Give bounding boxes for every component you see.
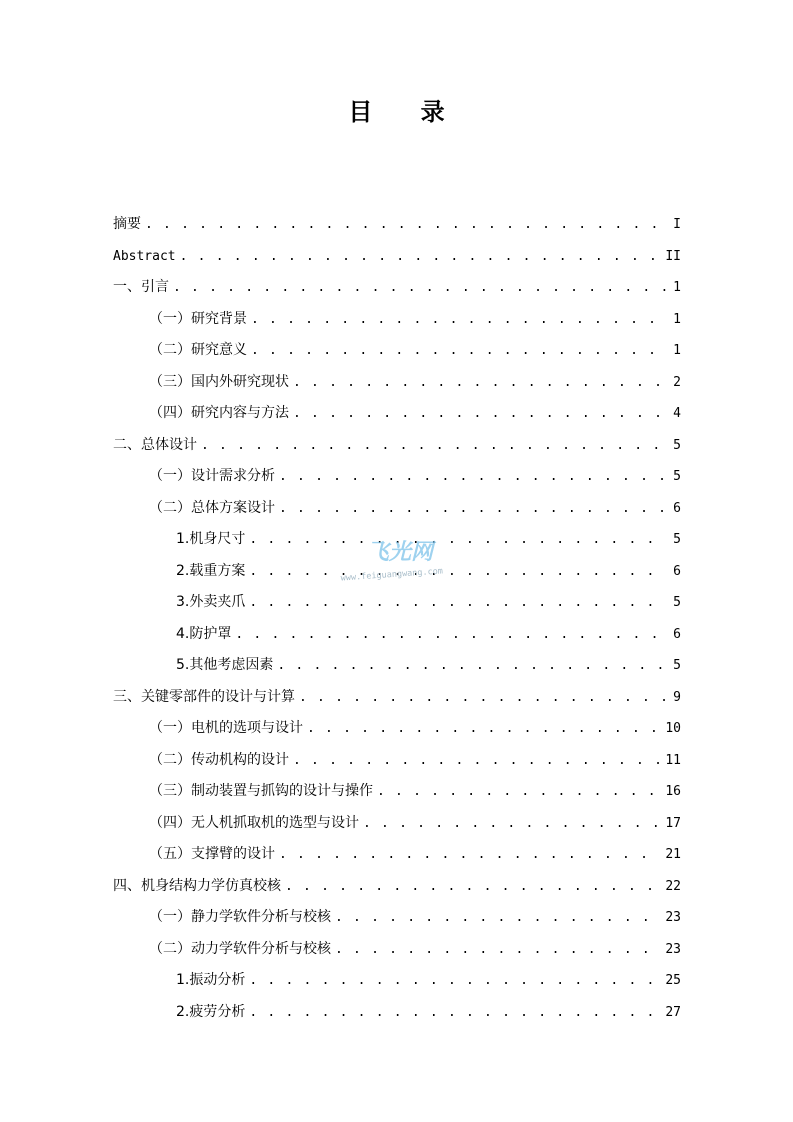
toc-entry[interactable]	[113, 272, 681, 304]
toc-entry[interactable]	[113, 839, 681, 871]
toc-entry-label: （一）研究背景	[149, 310, 247, 327]
toc-entry-page-number: 5	[673, 658, 681, 673]
toc-entry-page-number: 6	[673, 626, 681, 642]
toc-entry[interactable]	[113, 241, 681, 273]
toc-leader-dots	[293, 367, 667, 399]
toc-leader-dots	[173, 272, 667, 304]
toc-entry-page-number: 23	[665, 941, 681, 957]
toc-entry-label: 二、总体设计	[113, 436, 197, 453]
toc-entry-page-number: 22	[665, 878, 681, 894]
toc-entry-page-number: 23	[665, 910, 681, 925]
toc-leader-dots	[180, 241, 662, 273]
toc-leader-dots	[249, 556, 667, 588]
toc-leader-dots	[249, 997, 661, 1029]
toc-leader-dots	[251, 335, 667, 367]
toc-entry-page-number: 4	[673, 406, 681, 421]
toc-leader-dots	[335, 902, 661, 934]
toc-entry[interactable]	[113, 997, 681, 1029]
toc-entry[interactable]	[113, 367, 681, 399]
toc-leader-dots	[279, 461, 667, 493]
toc-leader-dots	[293, 745, 661, 777]
toc-entry[interactable]	[113, 335, 681, 367]
toc-entry[interactable]	[113, 808, 681, 840]
toc-leader-dots	[293, 398, 667, 430]
toc-entry-label: 三、关键零部件的设计与计算	[113, 688, 295, 705]
toc-entry[interactable]	[113, 209, 681, 241]
toc-entry-page-number: 6	[673, 500, 681, 516]
toc-entry[interactable]	[113, 493, 681, 525]
toc-entry[interactable]	[113, 430, 681, 462]
watermark-logo-text: 飞光网	[366, 540, 434, 565]
toc-entry-label: 4.防护罩	[176, 625, 232, 642]
toc-leader-dots	[249, 965, 661, 997]
toc-entry-label: （二）动力学软件分析与校核	[149, 940, 331, 957]
toc-leader-dots	[145, 209, 667, 241]
toc-leader-dots	[307, 713, 661, 745]
toc-entry-page-number: 21	[665, 847, 681, 862]
toc-entry-label: 四、机身结构力学仿真校核	[113, 877, 281, 894]
toc-entry[interactable]	[113, 713, 681, 745]
toc-entry-label: （三）制动装置与抓钩的设计与操作	[149, 783, 373, 799]
toc-leader-dots	[377, 776, 661, 808]
toc-entry-label: 1.机身尺寸	[176, 531, 246, 547]
toc-entry-label: （一）电机的选项与设计	[149, 720, 303, 736]
toc-entry[interactable]	[113, 461, 681, 493]
toc-entry-page-number: 27	[665, 1004, 681, 1020]
toc-entry[interactable]	[113, 745, 681, 777]
toc-entry-label: （二）总体方案设计	[149, 499, 275, 516]
toc-entry-label: （二）研究意义	[149, 342, 247, 358]
watermark-url-text: www.feiguangwang.com	[340, 566, 444, 584]
toc-leader-dots	[363, 808, 661, 840]
toc-entry-label: 5.其他考虑因素	[176, 657, 274, 673]
toc-entry-label: （四）无人机抓取机的选型与设计	[149, 814, 359, 831]
toc-entry[interactable]	[113, 304, 681, 336]
table-of-contents	[113, 209, 681, 1028]
toc-entry-label: 摘要	[113, 216, 141, 232]
toc-entry[interactable]	[113, 965, 681, 997]
toc-entry-page-number: 10	[665, 721, 681, 736]
toc-entry-page-number: I	[673, 217, 681, 232]
toc-leader-dots	[279, 493, 667, 525]
toc-entry-page-number: 17	[665, 815, 681, 831]
toc-entry[interactable]	[113, 902, 681, 934]
toc-entry-page-number: 11	[665, 752, 681, 768]
toc-leader-dots	[279, 839, 661, 871]
toc-entry-page-number: II	[665, 248, 681, 264]
toc-entry[interactable]	[113, 524, 681, 556]
toc-entry[interactable]	[113, 776, 681, 808]
toc-entry[interactable]	[113, 619, 681, 651]
toc-leader-dots	[201, 430, 667, 462]
toc-entry-label: （一）设计需求分析	[149, 468, 275, 484]
toc-entry-page-number: 5	[673, 595, 681, 610]
toc-leader-dots	[235, 619, 667, 651]
toc-entry-label: 一、引言	[113, 279, 169, 295]
toc-entry[interactable]	[113, 871, 681, 903]
toc-entry-page-number: 25	[665, 973, 681, 988]
toc-leader-dots	[299, 682, 667, 714]
toc-leader-dots	[251, 304, 667, 336]
toc-entry-page-number: 5	[673, 532, 681, 547]
toc-entry-label: （五）支撑臂的设计	[149, 846, 275, 862]
toc-entry-label: Abstract	[113, 248, 176, 264]
toc-entry-page-number: 5	[673, 469, 681, 484]
toc-entry-label: （三）国内外研究现状	[149, 373, 289, 390]
toc-leader-dots	[335, 934, 661, 966]
toc-leader-dots	[277, 650, 667, 682]
toc-entry-page-number: 2	[673, 374, 681, 390]
toc-entry-label: （一）静力学软件分析与校核	[149, 909, 331, 925]
toc-entry[interactable]	[113, 587, 681, 619]
toc-entry-page-number: 16	[665, 784, 681, 799]
toc-leader-dots	[249, 524, 667, 556]
toc-entry-page-number: 5	[673, 437, 681, 453]
toc-entry-label: 3.外卖夹爪	[176, 594, 246, 610]
toc-entry-page-number: 9	[673, 689, 681, 705]
toc-entry-page-number: 1	[673, 343, 681, 358]
toc-entry-page-number: 1	[673, 280, 681, 295]
toc-entry[interactable]	[113, 650, 681, 682]
toc-entry-label: 2.疲劳分析	[176, 1003, 246, 1020]
toc-entry[interactable]	[113, 682, 681, 714]
toc-entry-label: 1.振动分析	[176, 972, 246, 988]
toc-entry[interactable]	[113, 398, 681, 430]
toc-entry[interactable]	[113, 934, 681, 966]
toc-entry-page-number: 1	[673, 311, 681, 327]
toc-entry-label: （四）研究内容与方法	[149, 405, 289, 421]
page-title: 目 录	[348, 98, 465, 126]
toc-entry[interactable]	[113, 556, 681, 588]
toc-entry-label: 2.载重方案	[176, 562, 246, 579]
toc-entry-label: （二）传动机构的设计	[149, 751, 289, 768]
toc-leader-dots	[249, 587, 667, 619]
toc-entry-page-number: 6	[673, 563, 681, 579]
toc-leader-dots	[285, 871, 661, 903]
